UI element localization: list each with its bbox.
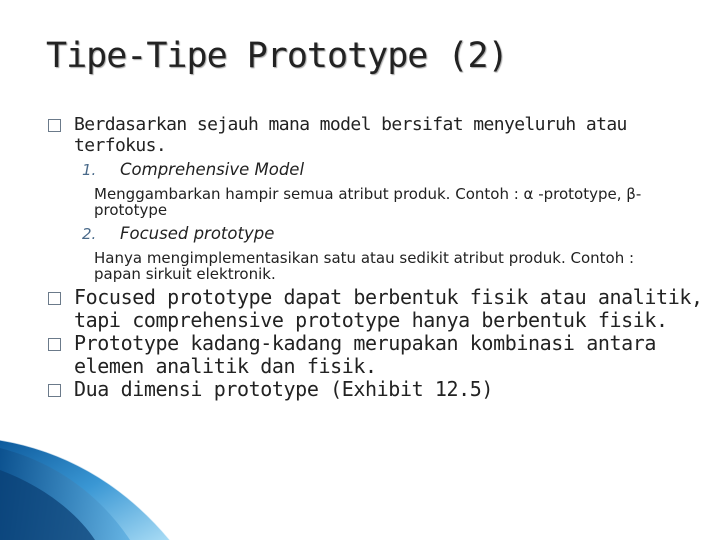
sub-item-1 <box>48 160 708 180</box>
bullet-1-text: Berdasarkan sejauh mana model bersifat menyeluruh atau terfokus. <box>74 114 627 156</box>
bullet-3 <box>48 332 708 378</box>
sub-item-2-number: 2. <box>82 225 97 243</box>
slide-title: Tipe-Tipe Prototype (2) <box>46 36 508 76</box>
sub-item-1-label: Comprehensive Model <box>120 160 305 179</box>
sub-item-1-number: 1. <box>82 161 97 179</box>
bullet-4 <box>48 378 708 401</box>
bullet-1 <box>48 114 708 156</box>
sub-item-2-label: Focused prototype <box>120 224 275 243</box>
bullet-3-text: Prototype kadang-kadang merupakan kombinasi antara elemen analitik dan fisik. <box>74 331 657 378</box>
bullet-box-icon <box>48 384 61 397</box>
sub-item-2-desc: Hanya mengimplementasikan satu atau sedikit atribut produk. Contoh : papan sirkuit elektronik. <box>94 249 635 283</box>
corner-wave-decoration <box>0 440 720 540</box>
bullet-2-text: Focused prototype dapat berbentuk fisik atau analitik, tapi comprehensive prototype hanya berbentuk fisik. <box>74 285 703 332</box>
bullet-4-text: Dua dimensi prototype (Exhibit 12.5) <box>74 377 494 401</box>
bullet-box-icon <box>48 292 61 305</box>
slide-body <box>48 114 708 401</box>
bullet-box-icon <box>48 119 61 132</box>
bullet-2 <box>48 286 708 332</box>
sub-item-2 <box>48 224 708 244</box>
sub-item-1-desc: Menggambarkan hampir semua atribut produk. Contoh : α -prototype, β-prototype <box>94 185 642 219</box>
bullet-box-icon <box>48 338 61 351</box>
